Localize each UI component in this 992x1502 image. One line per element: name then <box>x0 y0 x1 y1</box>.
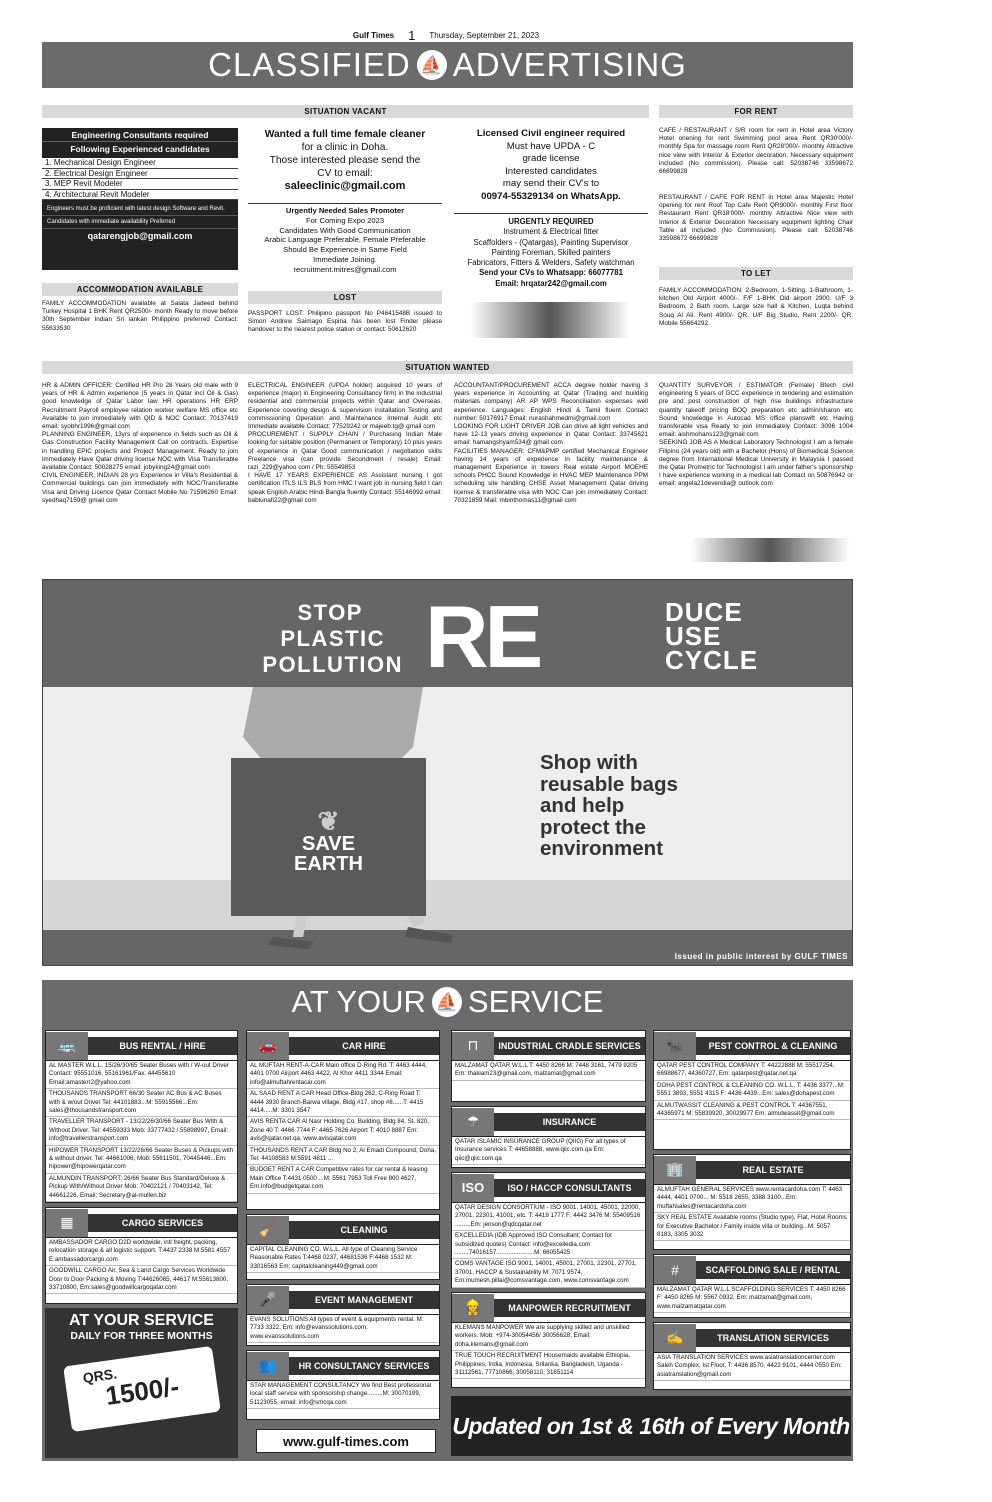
wanted-ad: LOOKING FOR LIGHT DRIVER JOB can drive all light vehicles and have 12-13 years driving experience in Qatar Contact: 33745621 email: hamangshyam534@ gmail com <box>454 423 648 447</box>
civil-line: grade license <box>522 153 580 164</box>
page-header <box>40 28 852 42</box>
scaffold-title: SCAFFOLDING SALE / RENTAL <box>696 1261 850 1279</box>
promoter-line: Candidates With Good Communication <box>279 225 411 235</box>
service-entry: ALMUNDIN TRANSPORT: 26/66 Seater Bus Standard/Deluxe & Pickup With/Without Driver Mob: 70402121 / 70403142, Tel: 44661226, Email: Secretary@al-mullen.biz <box>46 1174 237 1202</box>
service-entry: TRAVELLER TRANSPORT - 13/22/26/30/66 Seater Bus With & Without Driver. Tel: 44559333 Mob: 33777432 / 55898997, Email: info@travellerstransport.com <box>46 1117 237 1145</box>
service-right: SERVICE <box>467 984 604 1019</box>
eng-email: qatarengjob@gmail.com <box>87 231 193 241</box>
insurance-title: INSURANCE <box>494 1113 645 1131</box>
scaffold-icon: # <box>654 1256 696 1284</box>
eng-title1: Engineering Consultants required <box>71 130 209 140</box>
urgent-ad <box>454 213 648 289</box>
civil-line: Interested candidates <box>505 165 597 177</box>
page-date: Thursday, September 21, 2023 <box>429 30 540 40</box>
car-title: CAR HIRE <box>289 1037 439 1055</box>
bus-rental-box <box>45 1030 238 1203</box>
promoter-line: For Coming Expo 2023 <box>305 215 385 225</box>
promoter-line: Arabic Language Preferable, Female Preferable <box>264 235 426 245</box>
service-left: AT YOUR <box>291 984 426 1019</box>
cargo-box <box>45 1207 238 1304</box>
car-icon: 🚗 <box>247 1032 289 1060</box>
paper-name: Gulf Times <box>352 30 395 40</box>
service-entry: AL MUFTAH RENT-A-CAR Main office D-Ring Rd. T: 4463 4444, 4401 0700 Airport 4463 4422, Al Khor 4411 3344 Email: info@almuftahrentacar.com <box>247 1061 439 1089</box>
wanted-ad: I HAVE 17 YEARS EXPERIENCE AS Assistant nursing I got certification ITLS ILS BLS from HMC I want job in nursing field I can speak English Arabic Hindi Bangla fluently Contact: 55146992 email: bablunafi22@gmail com <box>248 472 442 504</box>
shop-line: reusable bags <box>540 772 678 796</box>
service-banner <box>42 980 853 1024</box>
service-entry: QATAR PEST CONTROL COMPANY T: 44222888 M: 55517254, 66988677, 44360727, Em: qatarpest@qatar.net.qa <box>654 1061 850 1081</box>
cradle-header <box>452 1031 645 1061</box>
civil-whatsapp: 00974-55329134 on WhatsApp. <box>481 190 621 202</box>
service-entry: STAR MANAGEMENT CONSULTANCY We find Best professional local staff service with sponsorship change.........M: 30070199, 51123055, email: info@smcqa.com <box>247 1381 439 1409</box>
pollution-line: POLLUTION <box>262 652 403 677</box>
wanted-ad: HR & ADMIN OFFICER: Certified HR Pro 28 Years old male with 9 years of HR & Admin experience (5 years in Qatar incl Oil & Gas) good knowledge of Qatar Labor law HR operations HR ERP Recruitment Payroll employee relation worker welfare MS office etc Available to join immediately with QID & NOC Contact: 70137419 email: syobhr1996@gmail.com <box>42 382 238 431</box>
promoter-line: Should Be Experience in Same Field <box>283 245 407 255</box>
bus-title: BUS RENTAL / HIRE <box>88 1037 237 1055</box>
plastic-pollution-ad <box>42 579 853 966</box>
bus-icon: 🚌 <box>46 1032 88 1060</box>
promo-title: AT YOUR SERVICE <box>69 1312 214 1329</box>
clinic-line: Those interested please send the <box>269 155 421 166</box>
stop-line: STOP <box>297 600 363 625</box>
translation-box <box>653 1322 851 1390</box>
wanted-ad: FACILITIES MANAGER: CFM&PMP certified Mechanical Engineer having 14 years of experience in facility maintenance & management Experience in towers Real estate Airport MOEHE schools PHCC Sound Knowledge in HVAC MEP Maintenance PPM scheduling site handling CHSE Asset Management Qatar driving license & transferable visa with NOC Can join immediately Contact: 70321859 Mail: mbinthomas11@gmail com <box>454 447 648 504</box>
cleaning-box <box>246 1214 440 1280</box>
wanted-ad: ELECTRICAL ENGINEER (UPDA holder) acquired 10 years of experience (major) in Engineering Consultancy firm) in the industrial residential and commercial projects within Qatar and Overseas. Experience covering design & supervision installation Testing and commissioning Operation and Maintenance Internal Audit etc Immediate available Contact: 77529242 or majeeb.tg@ gmail com <box>248 382 442 431</box>
service-promo <box>45 1308 238 1458</box>
price-amount: 1500/- <box>103 1370 181 1411</box>
cleaning-title: CLEANING <box>289 1221 439 1239</box>
service-entry: ASIA TRANSLATION SERVICES www.asiatranslationcenter.com Saleh Complex, Ist Floor, T: 4436 8570, 4422 9101, 4444 0550 Em: asiatranslation@gmail.com <box>654 1353 850 1381</box>
eng-item: 3. MEP Revit Modeler <box>42 179 238 190</box>
section-rent: FOR RENT <box>659 105 853 118</box>
price-currency: QRS. <box>81 1365 118 1387</box>
insurance-box <box>451 1106 646 1168</box>
duce-word: DUCE <box>665 597 743 627</box>
wanted-ad: PROCUREMENT / SUPPLY CHAIN / Purchasing Indian Male looking for suitable position (Permanent or Temporary) 10 plus years of experience in Qatar Good communication / negotiation skills Freelance visa (can provide Secondment / resale) Email: razi_229@yahoo com / Ph: 55549853 <box>248 431 442 472</box>
promoter-line: Immediate Joining. <box>313 254 377 264</box>
pest-title: PEST CONTROL & CLEANING <box>696 1037 850 1055</box>
wanted-ad: PLANNING ENGINEER, 13yrs of experience in fields such as Oil & Gas Construction Facility Management Call on contracts. Expertise in handling EPIC projects and Project Management. Ready to join immediately Have Qatar driving license NOC with Visa Transferable available Contact: 50028275 email: jobyking24@gmail com <box>42 431 238 472</box>
urgent-line: Send your CVs to Whatsapp: 66077781 <box>479 268 623 278</box>
iso-box <box>451 1172 646 1288</box>
eng-note2: Candidates with immediate availability Preferred <box>42 216 238 229</box>
wanted-ad: SEEKING JOB AS A Medical Laboratory Technologist I am a female Filipino (24 years old) with a Bachelor (Hons) of Biomedical Science degree from International Medical University in Malaysia I passed the Qatar Prometric for Technologist I am under father's sponsorship I have experience working in a medical lab Contact on 50876942 or email: angela21devendia@ outlook com <box>659 439 853 488</box>
clinic-line: CV to email: <box>317 168 373 179</box>
people-icon: 👥 <box>247 1352 289 1380</box>
wanted-col-4 <box>659 382 853 489</box>
lost-ad: PASSPORT LOST: Philipino passport No P4641548B issued to Simon Andrew Saimago Espina has been lost Finder please handover to the nearest police station or contact: 50612620 <box>248 310 442 334</box>
wanted-col-2 <box>248 382 442 505</box>
scaffold-box <box>653 1254 851 1318</box>
cycle-word: CYCLE <box>665 645 759 675</box>
ad-stop-text <box>123 600 403 678</box>
service-entry: KLEMANS MANPOWER We are supplying skilled and unskilled workers. Mob: +974-30054456/ 30056628, Email: doha.klemans@gmail.com <box>452 1323 645 1351</box>
cradle-box <box>451 1030 646 1102</box>
building-icon: 🏢 <box>654 1156 696 1184</box>
manpower-header <box>452 1293 645 1323</box>
shop-line: environment <box>540 837 664 860</box>
service-entry: EXCELLEDIA (IDB Approved ISO Consultant; Contact for subsidized quotes) Contact: info@excelledia.com ........74016157......................M: 66055425 <box>452 1231 645 1259</box>
stage-icon: 🎤 <box>247 1286 289 1314</box>
cleaning-header <box>247 1215 439 1245</box>
eng-item: 4. Architectural Revit Modeler <box>42 190 238 201</box>
clinic-line: Wanted a full time female cleaner <box>264 129 426 140</box>
civil-engineer-ad <box>454 128 648 203</box>
accom-ad: FAMILY ACCOMMODATION available at Salata Jadeed behind Turkey Hospital 1 BHK Rent QR2500/- month Ready to move before 30th September Indian Sri lankan Philippino preferred Contact: 55633530 <box>42 300 238 332</box>
car-header <box>247 1031 439 1061</box>
updated-banner: Updated on 1st & 16th of Every Month <box>451 1396 851 1456</box>
section-tolet: TO LET <box>659 267 853 280</box>
cradle-icon: ⊓ <box>452 1032 494 1060</box>
iso-icon: ISO <box>452 1174 494 1202</box>
event-box <box>246 1284 440 1346</box>
wanted-col-1 <box>42 382 238 505</box>
ad-reduce-words <box>665 597 759 675</box>
hand-writing-icon: ✍ <box>654 1324 696 1352</box>
clinic-email: saleeclinic@gmail.com <box>284 180 406 192</box>
realestate-header <box>654 1155 850 1185</box>
service-entry: EVANS SOLUTIONS All types of event & equipments rental. M: 7733 3322, Em: info@evanssolutions.com, www.evanssolutions.com <box>247 1315 439 1343</box>
eng-list <box>42 158 238 200</box>
service-entry: THOUSANDS RENT A CAR Bldg No 2, Al Emadi Compound, Doha, Tel: 44108583 M:5591 4811 ... <box>247 1146 439 1166</box>
service-entry: AMBASSADOR CARGO D2D worldwide, intl freight, packing, relocation storage & all logistic support. T:4437 2338 M:5581 4557 E:ambassadorcargo.com <box>46 1238 237 1266</box>
service-entry: THOUSANDS TRANSPORT 66/30 Seater AC Bus & AC Buses with & w/out Driver Tel: 44101883...M: 55915566...Em: sales@thousandstransport.com <box>46 1089 237 1117</box>
service-entry: AL MASTER W.L.L. 15/26/30/65 Seater Buses with / W-out Driver Contact: 95551016, 55161961/Fax: 44455610 Email:amasterr2@yahoo.com <box>46 1061 237 1089</box>
sprayer-icon: 🐜 <box>654 1032 696 1060</box>
clinic-line: for a clinic in Doha. <box>301 142 389 153</box>
ad-issued: Issued in public interest by GULF TIMES <box>674 952 848 961</box>
eng-item: 1. Mechanical Design Engineer <box>42 158 238 169</box>
urgent-line: Scaffolders - (Qatargas), Painting Supervisor <box>473 237 629 247</box>
hr-title: HR CONSULTANCY SERVICES <box>289 1357 439 1375</box>
iso-title: ISO / HACCP CONSULTANTS <box>494 1179 645 1197</box>
eng-title2: Following Experienced candidates <box>42 141 238 155</box>
banner-left: CLASSIFIED <box>208 46 411 83</box>
service-entry: AL SAAD RENT A CAR Head Office-Bldg 262, C-Ring Road T: 4444 3930 Branch-Barwa village, Bldg #17, shop #8......T: 4415 4414.....M: 3301 3547 <box>247 1089 439 1117</box>
eng-consultants-ad <box>42 128 238 270</box>
cargo-header <box>46 1208 237 1238</box>
wanted-ad: CIVIL ENGINEER, INDIAN 28 yrs Experience in Villa's Residential & Commercial buildings can join immediately with NOC/Transferable Visa and Driving Licence Qatar Contact Mobile No 71596260 Email: syedhaq7159@ gmail com <box>42 472 238 504</box>
urgent-line: Painting Foreman, Skilled painters <box>491 247 611 257</box>
service-entry: SKY REAL ESTATE Available rooms (Studio type), Flat, Hotel Rooms for Executive Bachelor / Family inside villa or building...M: 5057 8183, 3305 3032 <box>654 1213 850 1241</box>
translation-header <box>654 1323 850 1353</box>
cradle-title: INDUSTRIAL CRADLE SERVICES <box>494 1037 645 1055</box>
shop-line: protect the <box>540 815 646 839</box>
workers-icon: 👷 <box>452 1294 494 1322</box>
website-link[interactable]: www.gulf-times.com <box>256 1429 436 1453</box>
section-vacant: SITUATION VACANT <box>42 105 649 118</box>
service-entry: GOODWILL CARGO Air, Sea & Land Cargo Services Worldwide Door to Door Packing & Moving T:44626065, 44617 M:55613800, 33710800, Em:sales@goodwillcargoqatar.com <box>46 1266 237 1294</box>
service-entry: COMS VANTAGE ISO 9001, 14001, 45001, 27001, 22301, 27701, 37001, HACCP & Sustainability M: 7071 9574, Em:mumesh.pillai@comsvantage.com, www.comsvantage.com <box>452 1259 645 1287</box>
translation-title: TRANSLATION SERVICES <box>696 1329 850 1347</box>
service-entry: MALZAMAT QATAR W.L.L SCAFFOLDING SERVICES T: 4450 8266 F: 4450 8265 M: 5567 0932, Em: malzamat@gmail.com, www.malzamatqatar.com <box>654 1285 850 1313</box>
cargo-title: CARGO SERVICES <box>88 1214 237 1232</box>
gradient-strip <box>470 302 630 338</box>
wanted-ad: QUANTITY SURVEYOR / ESTIMATOR (Female) Btech civil engineering 5 years of GCC experience in tendering and estimation pre and post construction of high rise buildings infrastructure quantity takeoff pricing BOQ preparation etc admin/sharon etc Sound knowledge in Autocad MS office planswift etc Having transferable visa Ready to join immediately Contact: 3096 1004 email: aishmohans123@gmail com <box>659 382 853 439</box>
rent-ad-2: RESTAURANT / CAFE FOR RENT in Hotel area Majestic Hotel opening for rent Roof Top Cafe Rent QR9000/- monthly First floor Restaurant Rent QR18'000/- monthly Attractive Nice view with Interior & Exterior Decoration Necessary equipment lighting Chair Table all included (No Commission). Please call: 52038746 33598672 66699828 <box>659 194 853 243</box>
service-entry: CAPITAL CLEANING CO. W.L.L. All type of Cleaning Service Reasonable Rates T:4468 0237, 44681536 F:4468 1532 M: 33016563 Em: capitalcleaning449@gmail.com <box>247 1245 439 1273</box>
ad-re: RE <box>425 587 540 686</box>
wanted-ad: ACCOUNTANT/PROCUREMENT ACCA degree holder having 3 years experience in Accounting at Qatar (Trading and building materials company) AR AP WPS Reconciliation expenses well experience. Languages: English Hindi & Tamil fluent Contact number: 50176917 Email: nurashahmedmi@gmail.com <box>454 382 648 422</box>
classified-banner <box>42 42 853 88</box>
hr-header <box>247 1351 439 1381</box>
service-entry: MALZAMAT QATAR W.L.L T: 4450 8266 M: 7448 3161, 7479 9205 Em: thakiam23@gmail.com, malzamat@gmail.com <box>452 1061 645 1081</box>
clinic-ad <box>248 128 442 193</box>
realestate-box <box>653 1154 851 1250</box>
event-header <box>247 1285 439 1315</box>
manpower-box <box>451 1292 646 1388</box>
promoter-line: Urgently Needed Sales Promoter <box>285 206 405 215</box>
section-lost: LOST <box>248 291 442 304</box>
plastic-line: PLASTIC <box>280 626 385 651</box>
pest-box <box>653 1030 851 1150</box>
mop-icon: 🧹 <box>247 1216 289 1244</box>
tolet-ad: FAMILY ACCOMMODATION: 2-Bedroom, 1-Sitting, 1-Bathroom, 1-kitchen Old Airport 4000/-. F/F 1-BHK Old airport 2900. U/F 3 Bedroom, 2 Bath room, Large size hall & Kitchen, Luqta behind Souq Al Ali. Rent 4900/- QR. U/F Big Studio, Rent 2200/- QR. Mobile 55664292. <box>659 287 853 327</box>
section-wanted: SITUATION WANTED <box>42 361 853 374</box>
manpower-title: MANPOWER RECRUITMENT <box>494 1299 645 1317</box>
hr-box <box>246 1350 440 1420</box>
gradient-strip <box>690 538 850 562</box>
civil-line: may send their CV's to <box>502 178 600 189</box>
urgent-line: URGENTLY REQUIRED <box>508 217 594 226</box>
dhow-icon: ⛵ <box>417 50 447 80</box>
scaffold-header <box>654 1255 850 1285</box>
service-entry: AVIS RENTA CAR Al Nasr Holding Co. Building, Bldg 84, St. 820, Zone 40 T: 4466 7744 F: 4465 7626 Airport T: 4010 8887 Em: avis@qatar.net.qa, www.avisqatar.com <box>247 1117 439 1145</box>
civil-line: Must have UPDA - C <box>506 140 596 152</box>
urgent-email: Email: hrqatar242@gmail.com <box>495 278 607 288</box>
section-accom: ACCOMMODATION AVAILABLE <box>42 283 238 296</box>
service-entry: BUDGET RENT A CAR Competitive rates for car rental & leasing Main Office T:4431 0500 ...M: 5561 7953 Toll Free 800 4627, Em:info@budgetqatar.com <box>247 1165 439 1193</box>
service-entry: HIPOWER TRANSPORT 13/22/26/66 Seater Buses & Pickups with & without driver. Tel: 44661006, Mob: 55611501, 70445446...Em: hipower@hipowerqatar.com <box>46 1146 237 1174</box>
service-entry: QATAR DESIGN CONSORTIUM - ISO 9001, 14001, 45001, 22000, 27001, 22301, 41001, etc. T: 4419 1777 F: 4442 3476 M: 55409516 .........Em: jenson@qdcqatar.net <box>452 1203 645 1231</box>
event-title: EVENT MANAGEMENT <box>289 1291 439 1309</box>
service-entry: ALMUFTAH GENERAL SERVICES www.rentacardoha.com T: 4463 4444, 4401 0700... M: 5518 2655, 3388 3100...Em: muftahsales@rentacardoha.com <box>654 1185 850 1213</box>
shop-line: and help <box>540 794 625 817</box>
civil-line: Licensed Civil engineer required <box>476 128 626 139</box>
insurance-icon: ☂ <box>452 1108 494 1136</box>
pest-header <box>654 1031 850 1061</box>
use-word: USE <box>665 621 722 651</box>
promoter-email: recruitment.mitres@gmail.com <box>293 264 397 274</box>
price-tag <box>63 1346 221 1432</box>
service-entry: TRUE TOUCH RECRUITMENT Housemaids available Ethiopia, Philippines, India, Indonesia, Srilanka, Bangladesh, Uganda - 31112561, 77710866, 30058110, 31651114 <box>452 1351 645 1379</box>
urgent-line: Fabricators, Fitters & Welders, Safety watchman <box>467 258 635 268</box>
leaf-icon: ❦ <box>317 806 340 836</box>
urgent-line: Instrument & Electrical fitter <box>503 227 599 237</box>
rent-ad-1: CAFE / RESTAURANT / S/R room for rent in Hotel area Victory Hotel onening for rent Swimming pool area Rent QR30'000/- monthly Spa for massage room Rent QR28'000/- monthly Attractive nice view with Interior & Exterior decoration. Necessary equipment included (No commission). Please call: 52038746 33598672 66699828 <box>659 127 853 176</box>
container-icon: ▦ <box>46 1209 88 1237</box>
banner-right: ADVERTISING <box>452 46 687 83</box>
bag-earth: EARTH <box>294 853 363 875</box>
car-hire-box <box>246 1030 440 1210</box>
eng-note1: Engineers must be proficient with latest design Software and Revit. <box>42 203 238 216</box>
insurance-header <box>452 1107 645 1137</box>
promoter-ad <box>248 203 442 275</box>
iso-header <box>452 1173 645 1203</box>
realestate-title: REAL ESTATE <box>696 1161 850 1179</box>
service-entry: ALMUTWASSIT CLEANING & PEST CONTROL T: 44367551, 44365971 M: 55839920, 30029977 Em: almutwassit@gmail.com <box>654 1101 850 1121</box>
page-number: 1 <box>408 27 416 43</box>
shop-line: Shop with <box>540 751 638 774</box>
service-entry: DOHA PEST CONTROL & CLEANING CO. W.L.L. T: 4436 3377...M: 5551 3893, 5551 4315 F: 4436 4439...Em: sales@dohapest.com <box>654 1081 850 1101</box>
promo-sub: DAILY FOR THREE MONTHS <box>70 1330 213 1342</box>
save-earth-bag <box>231 758 426 916</box>
service-entry: QATAR ISLAMIC INSURANCE GROUP (QIIG) For all types of Insurance services T: 44658888, www.qiic.com.qa Em: qiic@qiic.com.qa <box>452 1137 645 1165</box>
wanted-col-3 <box>454 382 648 505</box>
eng-item: 2. Electrical Design Engineer <box>42 169 238 180</box>
bus-header <box>46 1031 237 1061</box>
dhow-icon: ⛵ <box>432 987 462 1017</box>
bag-save: SAVE <box>302 833 355 855</box>
ad-shop-text <box>540 752 678 860</box>
